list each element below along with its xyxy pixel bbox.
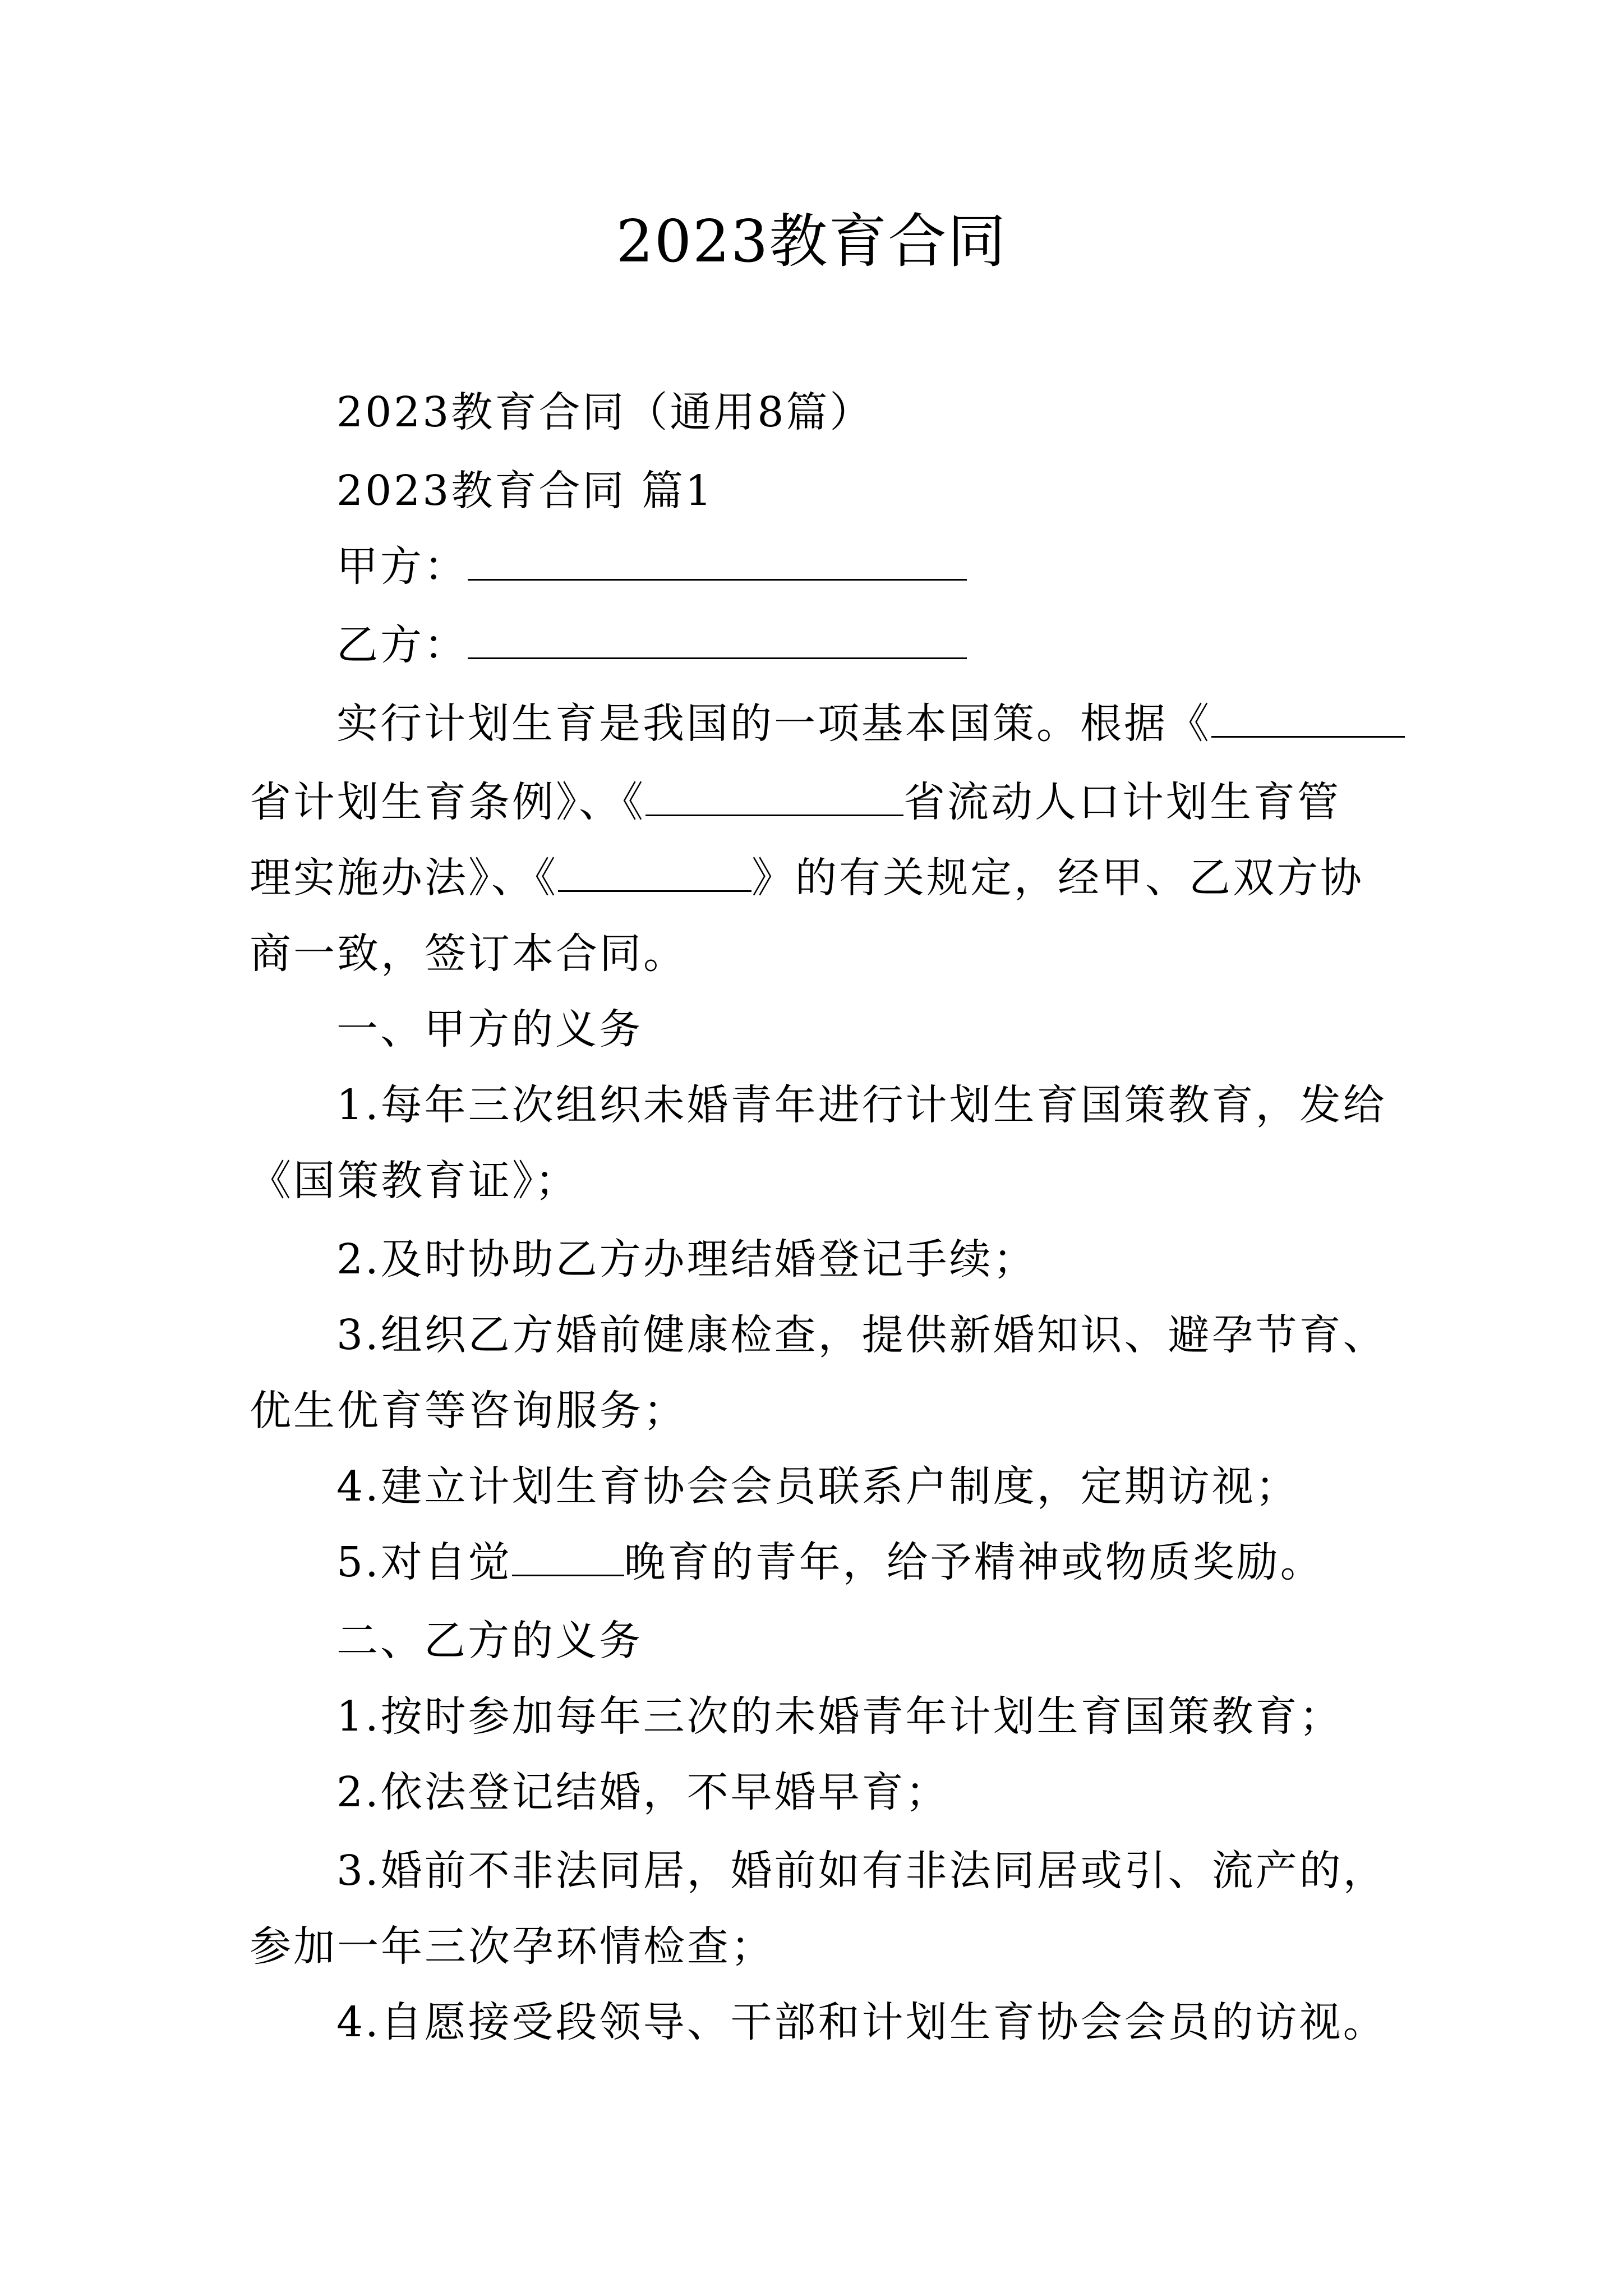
item-text: 5.对自觉 [336, 1538, 512, 1586]
province-blank-2 [645, 779, 903, 816]
preamble-text: 省流动人口计划生育管 [903, 778, 1341, 826]
section-a-item-3-cont: 优生优育等咨询服务； [250, 1387, 687, 1435]
preamble-text: 省计划生育条例》、《 [250, 778, 645, 826]
section-b-heading: 二、乙方的义务 [336, 1617, 643, 1665]
document-subtitle: 2023教育合同（通用8篇） [336, 388, 874, 436]
section-a-item-1: 1.每年三次组织未婚青年进行计划生育国策教育，发给 [336, 1081, 1387, 1129]
preamble-text: 》的有关规定，经甲、乙双方协 [751, 854, 1364, 902]
section-b-item-3-cont: 参加一年三次孕环情检查； [250, 1922, 774, 1971]
preamble-line-4: 商一致，签订本合同。 [250, 930, 687, 978]
preamble-line-2 [250, 771, 1341, 833]
party-a-blank [468, 544, 967, 581]
preamble-text: 理实施办法》、《 [250, 854, 558, 902]
section-b-item-1: 1.按时参加每年三次的未婚青年计划生育国策教育； [336, 1692, 1343, 1741]
party-a-line [336, 536, 967, 597]
item-5-blank [512, 1539, 624, 1576]
law-name-blank [558, 855, 751, 892]
party-b-line [336, 614, 967, 676]
section-b-item-4: 4.自愿接受段领导、干部和计划生育协会会员的访视。 [336, 1998, 1387, 2046]
preamble-line-3 [250, 847, 1364, 909]
section-b-item-2: 2.依法登记结婚，不早婚早育； [336, 1768, 949, 1816]
item-text: 晚育的青年，给予精神或物质奖励。 [624, 1538, 1324, 1586]
party-b-blank [468, 622, 967, 659]
section-a-item-4: 4.建立计划生育协会会员联系户制度，定期访视； [336, 1462, 1299, 1511]
preamble-text: 实行计划生育是我国的一项基本国策。根据《 [336, 700, 1211, 748]
document-title: 2023教育合同 [616, 207, 1007, 275]
section-b-item-3: 3.婚前不非法同居，婚前如有非法同居或引、流产的， [336, 1847, 1387, 1895]
section-a-item-5 [336, 1531, 1324, 1593]
part-heading: 2023教育合同 篇1 [336, 467, 714, 515]
section-a-heading: 一、甲方的义务 [336, 1005, 643, 1053]
party-b-label: 乙方： [336, 621, 468, 669]
province-blank-1 [1211, 701, 1405, 738]
section-a-item-1-cont: 《国策教育证》； [250, 1157, 579, 1205]
section-a-item-3: 3.组织乙方婚前健康检查，提供新婚知识、避孕节育、 [336, 1311, 1387, 1359]
preamble-line-1 [336, 693, 1405, 754]
party-a-label: 甲方： [336, 542, 468, 591]
section-a-item-2: 2.及时协助乙方办理结婚登记手续； [336, 1235, 1037, 1283]
